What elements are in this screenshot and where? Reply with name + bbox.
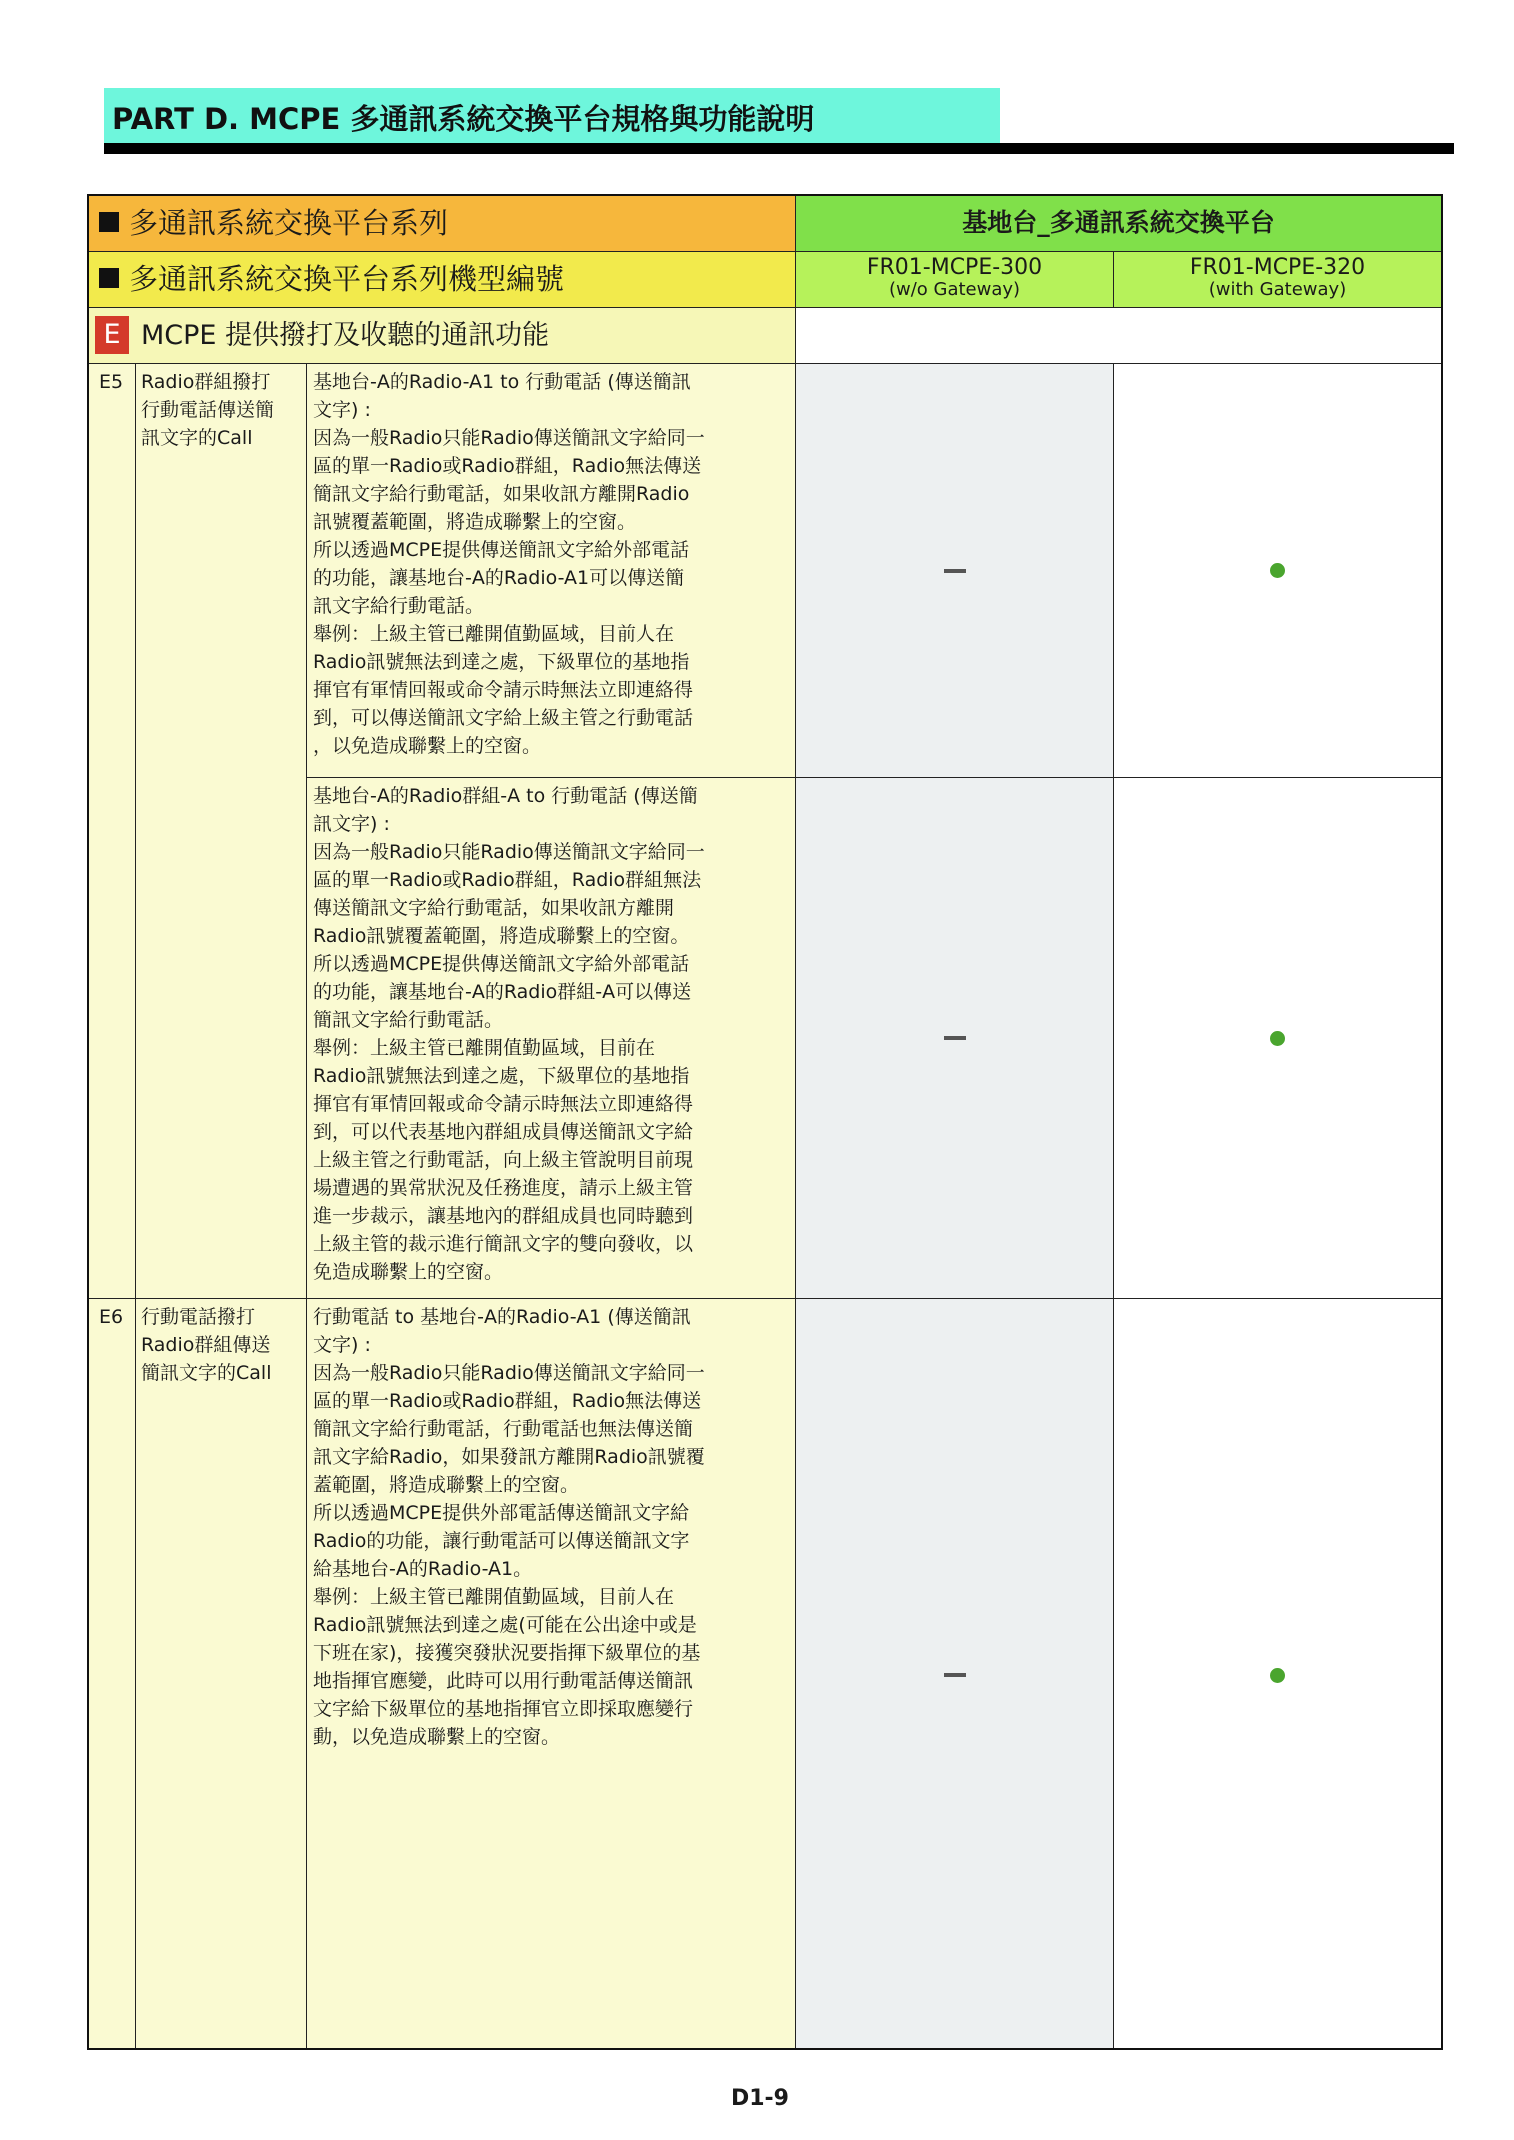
desc-line: 進一步裁示，讓基地內的群組成員也同時聽到 [313, 1205, 694, 1227]
not-supported-dash-icon [944, 1673, 966, 1677]
desc-line: ，以免造成聯繫上的空窗。 [313, 735, 542, 757]
desc-line: 因為一般Radio只能Radio傳送簡訊文字給同一 [313, 841, 705, 863]
e6-entry-1-mcpe300 [796, 1299, 1114, 2048]
e5-entry-2-desc [307, 778, 796, 1299]
desc-line: 上級主管的裁示進行簡訊文字的雙向發收，以 [313, 1233, 694, 1255]
desc-line: 訊文字) : [313, 813, 390, 835]
section-title: MCPE 提供撥打及收聽的通訊功能 [141, 320, 550, 351]
supported-dot-icon [1270, 563, 1285, 578]
desc-line: 文字) : [313, 399, 371, 421]
row-e6-name-line: 簡訊文字的Call [141, 1362, 272, 1384]
desc-line: 區的單一Radio或Radio群組，Radio無法傳送 [313, 455, 702, 477]
platform-title-cell [796, 196, 1441, 252]
series-label: 多通訊系統交換平台系列 [129, 206, 449, 240]
desc-line: Radio的功能，讓行動電話可以傳送簡訊文字 [313, 1530, 690, 1552]
not-supported-dash-icon [944, 1036, 966, 1040]
desc-line: 文字) : [313, 1334, 371, 1356]
supported-dot-icon [1270, 1668, 1285, 1683]
square-bullet-icon [99, 212, 119, 232]
desc-line: 行動電話 to 基地台-A的Radio-A1 (傳送簡訊 [313, 1306, 691, 1328]
desc-line: 揮官有軍情回報或命令請示時無法立即連絡得 [313, 679, 694, 701]
desc-line: 舉例：上級主管已離開值勤區域，目前在 [313, 1037, 656, 1059]
e5-entry-1-mcpe300 [796, 364, 1114, 778]
desc-line: 到，可以代表基地內群組成員傳送簡訊文字給 [313, 1121, 694, 1143]
desc-line: 基地台-A的Radio群組-A to 行動電話 (傳送簡 [313, 785, 698, 807]
desc-line: 動，以免造成聯繫上的空窗。 [313, 1726, 561, 1748]
e5-entry-2-mcpe320 [1114, 778, 1441, 1299]
desc-line: 訊號覆蓋範圍，將造成聯繫上的空窗。 [313, 511, 637, 533]
desc-line: 免造成聯繫上的空窗。 [313, 1261, 504, 1283]
e6-entry-1-desc [307, 1299, 796, 2048]
desc-line: 訊文字給行動電話。 [313, 595, 485, 617]
desc-line: 場遭遇的異常狀況及任務進度，請示上級主管 [313, 1177, 694, 1199]
desc-line: 區的單一Radio或Radio群組，Radio群組無法 [313, 869, 702, 891]
desc-line: 的功能，讓基地台-A的Radio群組-A可以傳送 [313, 981, 692, 1003]
desc-line: 下班在家)，接獲突發狀況要指揮下級單位的基 [313, 1642, 701, 1664]
desc-line: 簡訊文字給行動電話，行動電話也無法傳送簡 [313, 1418, 694, 1440]
model-label: 多通訊系統交換平台系列機型編號 [129, 262, 565, 296]
row-e6-name-cell [136, 1299, 307, 2048]
desc-line: 給基地台-A的Radio-A1。 [313, 1558, 533, 1580]
desc-line: 區的單一Radio或Radio群組，Radio無法傳送 [313, 1390, 702, 1412]
desc-line: 到，可以傳送簡訊文字給上級主管之行動電話 [313, 707, 694, 729]
desc-line: Radio訊號無法到達之處，下級單位的基地指 [313, 651, 690, 673]
section-e-blank [796, 308, 1441, 364]
desc-line: 舉例：上級主管已離開值勤區域，目前人在 [313, 623, 675, 645]
section-badge: E [95, 316, 129, 354]
header-rule [104, 143, 1454, 154]
desc-line: 傳送簡訊文字給行動電話，如果收訊方離開 [313, 897, 675, 919]
desc-line: 基地台-A的Radio-A1 to 行動電話 (傳送簡訊 [313, 371, 691, 393]
model-label-cell [89, 252, 796, 308]
e6-entry-1-mcpe320 [1114, 1299, 1441, 2048]
not-supported-dash-icon [944, 569, 966, 573]
desc-line: Radio訊號覆蓋範圍，將造成聯繫上的空窗。 [313, 925, 690, 947]
row-e6-code-cell [89, 1299, 136, 2048]
desc-line: Radio訊號無法到達之處(可能在公出途中或是 [313, 1614, 697, 1636]
row-e5-code-cell [89, 364, 136, 1299]
model-320-cell [1114, 252, 1441, 308]
row-e5-name-line: 訊文字的Call [141, 427, 253, 449]
desc-line: 因為一般Radio只能Radio傳送簡訊文字給同一 [313, 427, 705, 449]
e5-entry-1-desc [307, 364, 796, 778]
desc-line: 上級主管之行動電話，向上級主管說明目前現 [313, 1149, 694, 1171]
page-number: D1-9 [730, 2086, 789, 2111]
e5-entry-1-mcpe320 [1114, 364, 1441, 778]
e5-entry-2-mcpe300 [796, 778, 1114, 1299]
model-300-name: FR01-MCPE-300 [866, 255, 1043, 280]
row-e5-code: E5 [99, 371, 124, 393]
desc-line: 所以透過MCPE提供傳送簡訊文字給外部電話 [313, 539, 690, 561]
square-bullet-icon [99, 268, 119, 288]
desc-line: 簡訊文字給行動電話，如果收訊方離開Radio [313, 483, 690, 505]
row-e5-name-cell [136, 364, 307, 1299]
model-320-name: FR01-MCPE-320 [1189, 255, 1366, 280]
desc-line: 的功能，讓基地台-A的Radio-A1可以傳送簡 [313, 567, 685, 589]
model-300-note: (w/o Gateway) [888, 279, 1021, 300]
desc-line: 舉例：上級主管已離開值勤區域，目前人在 [313, 1586, 675, 1608]
desc-line: 地指揮官應變，此時可以用行動電話傳送簡訊 [313, 1670, 694, 1692]
row-e6-code: E6 [99, 1306, 124, 1328]
model-300-cell [796, 252, 1114, 308]
desc-line: 揮官有軍情回報或命令請示時無法立即連絡得 [313, 1093, 694, 1115]
series-label-cell [89, 196, 796, 252]
section-e-cell [89, 308, 796, 364]
model-320-note: (with Gateway) [1208, 279, 1347, 300]
desc-line: 蓋範圍，將造成聯繫上的空窗。 [313, 1474, 580, 1496]
row-e6-name-line: 行動電話撥打 [141, 1306, 256, 1328]
row-e5-name-line: 行動電話傳送簡 [141, 399, 275, 421]
row-e5-name-line: Radio群組撥打 [141, 371, 271, 393]
desc-line: 簡訊文字給行動電話。 [313, 1009, 504, 1031]
page-title: PART D. MCPE 多通訊系統交換平台規格與功能說明 [112, 102, 815, 136]
spec-table [87, 194, 1443, 2050]
platform-title: 基地台_多通訊系統交換平台 [962, 208, 1275, 237]
desc-line: 所以透過MCPE提供傳送簡訊文字給外部電話 [313, 953, 690, 975]
desc-line: 文字給下級單位的基地指揮官立即採取應變行 [313, 1698, 694, 1720]
desc-line: 訊文字給Radio，如果發訊方離開Radio訊號覆 [313, 1446, 705, 1468]
desc-line: Radio訊號無法到達之處，下級單位的基地指 [313, 1065, 690, 1087]
desc-line: 因為一般Radio只能Radio傳送簡訊文字給同一 [313, 1362, 705, 1384]
supported-dot-icon [1270, 1031, 1285, 1046]
desc-line: 所以透過MCPE提供外部電話傳送簡訊文字給 [313, 1502, 690, 1524]
row-e6-name-line: Radio群組傳送 [141, 1334, 271, 1356]
